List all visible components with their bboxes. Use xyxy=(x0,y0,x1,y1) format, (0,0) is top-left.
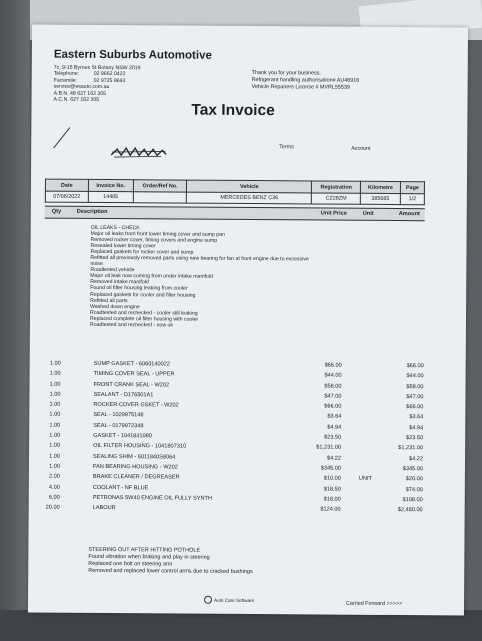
item-description: SUMP GASKET - 6060140022 xyxy=(93,360,171,368)
description-line: Replaced gaskets for cooler and filter housing xyxy=(90,291,196,299)
kilometre-value: 385685 xyxy=(360,193,400,204)
item-qty: 1.00 xyxy=(49,453,61,460)
item-unit-price: $10.00 xyxy=(323,475,341,482)
registration-heading: Registration xyxy=(312,181,361,193)
unit-heading: Unit xyxy=(362,210,374,217)
description-line: Roadtested and rechecked - now ok xyxy=(89,321,174,329)
terms-label: Terms xyxy=(279,144,294,151)
software-logo-text: Auto Care Software xyxy=(214,597,255,603)
background-left xyxy=(0,0,30,641)
order-ref-heading: Order/Ref No. xyxy=(133,180,187,192)
item-qty: 1.00 xyxy=(49,422,61,429)
line-items xyxy=(43,361,424,518)
invoice-no-value: 14485 xyxy=(88,191,133,202)
description-line: Major oil leak now coming from under intake manifold xyxy=(90,273,213,281)
item-qty: 1.00 xyxy=(49,370,61,377)
item-unit: UNIT xyxy=(358,476,372,483)
item-unit-price: $124.00 xyxy=(320,506,341,513)
amount-heading: Amount xyxy=(398,211,420,218)
item-qty: 1.00 xyxy=(49,412,61,419)
description-line: Removed intake manifold xyxy=(90,279,149,286)
item-description: OIL FILTER HOUSING - 1041807310 xyxy=(93,443,187,450)
item-amount: $345.00 xyxy=(402,466,423,473)
item-amount: $1,231.00 xyxy=(398,445,424,452)
item-unit-price: $66.00 xyxy=(324,403,342,410)
item-description: ROCKER COVER GSKET - W202 xyxy=(93,402,179,409)
description-line: Major oil leaks from front lower timing cover and sump pan xyxy=(90,230,225,238)
item-unit-price: $345.00 xyxy=(320,465,341,472)
steering-title: STEERING OUT AFTER HITTING POTHOLE xyxy=(88,546,201,554)
steering-line-1: Found vibration when braking and play in steering xyxy=(88,553,210,561)
item-qty: 4.00 xyxy=(48,484,60,491)
item-unit-price: $18.00 xyxy=(323,496,341,503)
software-logo xyxy=(204,596,254,604)
item-description: SEAL - 0179972348 xyxy=(93,422,144,430)
item-amount: $44.00 xyxy=(406,373,424,380)
invoice-header-table xyxy=(45,179,425,206)
item-qty: 1.00 xyxy=(49,360,61,367)
item-amount: $3.64 xyxy=(409,414,424,421)
item-amount: $66.00 xyxy=(406,363,424,370)
registration-value: CZ28ZM xyxy=(312,193,361,204)
item-unit-price: $47.00 xyxy=(324,393,342,400)
signature-scribble xyxy=(109,143,169,161)
item-description: PETRONAS 5W40 ENGINE OIL FULLY SYNTH xyxy=(92,494,213,502)
facsimile-row: Facsimile: 02 9725 8693 xyxy=(53,77,126,84)
date-heading: Date xyxy=(45,179,88,191)
description-line: Replaced complete oil filter housing with cooler xyxy=(89,315,199,323)
item-description: TIMING COVER SEAL - UPPER xyxy=(93,371,175,378)
item-description: BRAKE CLEANER / DEGREASER xyxy=(92,474,180,481)
company-email: service@esauto.com.au xyxy=(53,83,110,91)
notice-thanks: Thank you for your business. xyxy=(251,70,321,77)
invoice-no-heading: Invoice No. xyxy=(88,179,133,191)
item-unit-price: $23.50 xyxy=(324,434,342,441)
item-qty: 1.00 xyxy=(49,401,61,408)
steering-section xyxy=(88,547,253,576)
item-description: FRONT CRANK SEAL - W202 xyxy=(93,381,170,389)
item-amount: $4.94 xyxy=(409,424,424,432)
company-address: 7c, 9-15 Byrnes St Botany NSW 2019 xyxy=(53,64,141,72)
vehicle-value: MERCEDES BENZ C36 xyxy=(187,192,312,204)
invoice-document xyxy=(28,24,468,615)
item-amount: $58.00 xyxy=(406,383,424,390)
line-item-row xyxy=(43,505,423,518)
software-logo-icon xyxy=(204,596,212,604)
description-line: Refitted all parts xyxy=(90,297,128,304)
item-description: GASKET - 1041841080 xyxy=(93,433,152,440)
description-line: Removed rocker cover, timing covers and engine sump xyxy=(90,236,218,244)
invoice-title: Tax Invoice xyxy=(191,101,275,120)
item-qty: 6.00 xyxy=(48,494,60,501)
business-notice xyxy=(252,70,360,92)
kilometre-heading: Kilometre xyxy=(361,181,401,193)
item-description: LABOUR xyxy=(92,505,116,512)
steering-line-2: Replaced one bolt on steering arm xyxy=(88,560,173,568)
account-label: Account xyxy=(351,145,371,152)
item-qty: 1.00 xyxy=(49,442,61,450)
company-details xyxy=(54,65,141,104)
item-amount: $2,480.00 xyxy=(397,507,423,514)
item-amount: $74.00 xyxy=(405,486,423,493)
page-heading: Page xyxy=(400,182,424,194)
notice-license: Vehicle Repairers License # MVRL55539 xyxy=(251,84,350,91)
header-table-values xyxy=(45,191,424,205)
item-qty: 2.00 xyxy=(48,473,60,480)
carried-forward: Carried Forward >>>>> xyxy=(346,600,403,608)
item-unit-price: $3.64 xyxy=(327,414,342,421)
description-line: OIL LEAKS - CHECK xyxy=(90,224,140,232)
telephone-row: Telephone: 02 9662 0423 xyxy=(53,71,126,78)
qty-heading: Qty xyxy=(51,208,62,215)
company-abn: A.B.N. 48 627 162 305 xyxy=(53,90,107,97)
description-line: Resealed lower timing cover xyxy=(90,243,156,250)
item-qty: 20.00 xyxy=(45,504,60,511)
item-amount: $4.22 xyxy=(409,455,424,462)
vehicle-heading: Vehicle xyxy=(187,180,312,193)
description-line: noise xyxy=(90,261,103,268)
item-qty: 1.00 xyxy=(49,463,60,470)
item-description: SEALING SHIM - 6011840S8064 xyxy=(93,453,176,461)
unit-price-heading: Unit Price xyxy=(320,210,347,217)
item-unit-price: $4.94 xyxy=(327,424,342,431)
item-amount: $20.00 xyxy=(405,476,423,483)
item-unit-price: $4.22 xyxy=(327,455,342,462)
item-unit-price: $18.50 xyxy=(323,486,341,493)
work-description xyxy=(90,225,309,329)
page-value: 1/2 xyxy=(400,194,424,205)
item-unit-price: $58.00 xyxy=(324,383,342,390)
item-unit-price: $1,231.00 xyxy=(316,444,342,452)
description-line: Washed down engine xyxy=(90,303,140,310)
item-unit-price: $44.00 xyxy=(324,372,342,379)
item-description: SEALANT - D176501A1 xyxy=(93,391,154,399)
company-acn: A.C.N. 627 162 305 xyxy=(53,96,100,103)
item-amount: $66.00 xyxy=(406,404,424,411)
item-unit-price: $66.00 xyxy=(324,362,342,369)
item-amount: $23.50 xyxy=(406,435,424,442)
description-line: Roadtested vehicle xyxy=(90,267,135,274)
description-line: Found oil filter housing leaking from cooler xyxy=(90,285,188,293)
company-name: Eastern Suburbs Automotive xyxy=(53,48,212,62)
notice-refrigerant: Refrigerant handling authorisation# AU46916 xyxy=(251,77,360,84)
item-amount: $108.00 xyxy=(402,496,423,504)
item-qty: 1.00 xyxy=(49,391,61,398)
description-line: Roadtested and rechecked - cooler still leaking xyxy=(90,309,198,317)
item-qty: 1.00 xyxy=(49,381,61,388)
item-description: FAN BEARING HOUSING - W202 xyxy=(92,463,178,471)
pen-mark xyxy=(53,127,70,148)
item-description: COOLANT - NF BLUE xyxy=(92,484,149,491)
description-line: Replaced gaskets for rocker cover and sump xyxy=(90,249,194,256)
item-qty: 1.00 xyxy=(49,432,61,439)
description-line: Refitted all previously removed parts using new bearing for fan at front engine due to excessive xyxy=(90,255,309,263)
steering-line-3: Removed and replaced lower control arms due to cracked bushings xyxy=(88,567,253,576)
column-headings xyxy=(45,206,425,222)
item-amount: $47.00 xyxy=(406,393,424,401)
date-value: 07/06/2022 xyxy=(45,191,88,202)
order-ref-value xyxy=(133,192,187,203)
description-heading: Description xyxy=(76,208,108,216)
item-description: SEAL - 1029975148 xyxy=(93,412,144,419)
